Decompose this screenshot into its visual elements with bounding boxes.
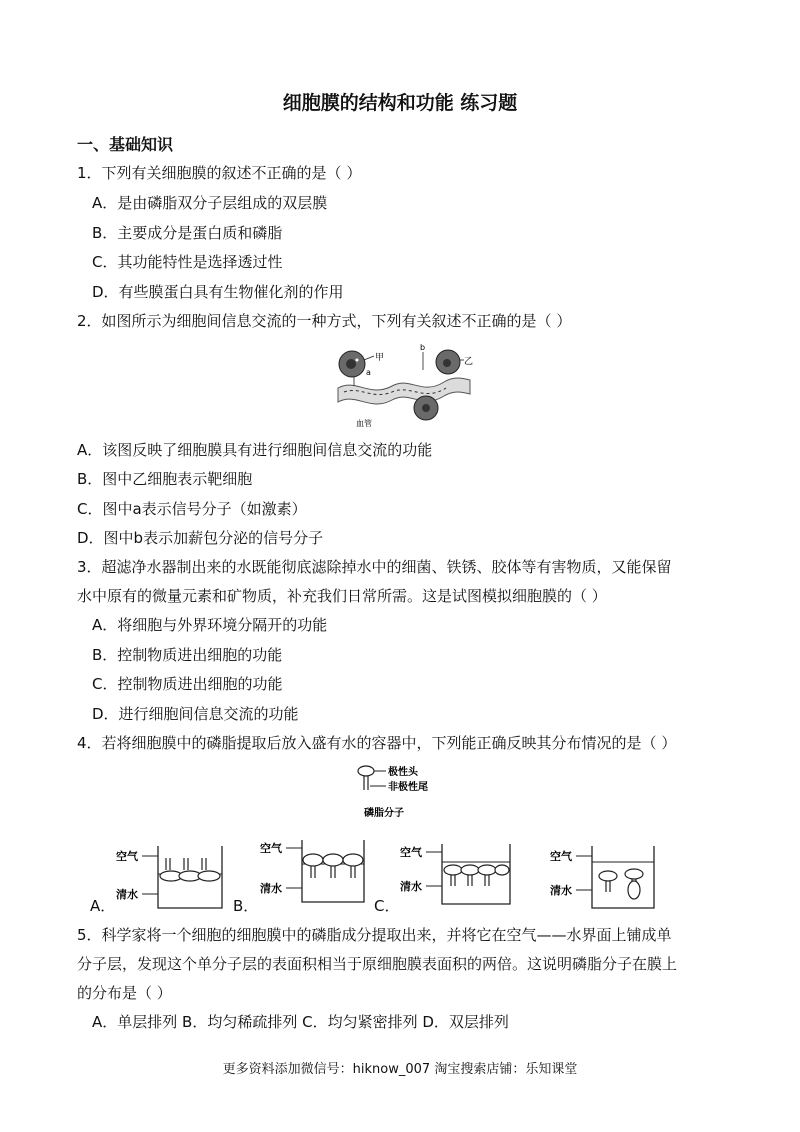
footer-note: 更多资料添加微信号：hiknow_007 淘宝搜索店铺：乐知课堂: [222, 1062, 578, 1077]
question-5-options: A．单层排列 B．均匀稀疏排列 C．均匀紧密排列 D．双层排列: [92, 1013, 509, 1031]
section-heading: 一、基础知识: [77, 135, 174, 154]
water-label: 清水: [400, 880, 422, 893]
legend-polar-head: 极性头: [388, 767, 418, 778]
question-1-option-d: D．有些膜蛋白具有生物催化剂的作用: [92, 283, 344, 301]
question-3-option-b: B．控制物质进出细胞的功能: [92, 646, 283, 664]
question-4-choice-c-label: C．: [374, 897, 400, 915]
label-a: a: [366, 368, 371, 377]
air-label: 空气: [116, 850, 138, 863]
question-5-stem-line-3: 的分布是（ ）: [77, 984, 172, 1002]
question-1-option-c: C．其功能特性是选择透过性: [92, 253, 283, 271]
question-2-option-a: A．该图反映了细胞膜具有进行细胞间信息交流的功能: [77, 441, 433, 459]
question-3-option-a: A．将细胞与外界环境分隔开的功能: [92, 616, 328, 634]
water-label: 清水: [260, 882, 282, 895]
label-b: b: [420, 343, 426, 352]
phospholipid-legend: [352, 762, 452, 824]
question-1-option-b: B．主要成分是蛋白质和磷脂: [92, 224, 283, 242]
question-1-option-a: A．是由磷脂双分子层组成的双层膜: [92, 194, 328, 212]
question-4-choice-b-label: B．: [233, 897, 259, 915]
air-label: 空气: [550, 850, 572, 863]
question-2-option-c: C．图中a表示信号分子（如激素）: [77, 500, 307, 518]
question-2-option-b: B．图中乙细胞表示靶细胞: [77, 470, 253, 488]
question-2-option-d: D．图中b表示加薪包分泌的信号分子: [77, 529, 324, 547]
beaker-d: [548, 840, 658, 912]
water-label: 清水: [550, 884, 572, 897]
question-1-stem: 1．下列有关细胞膜的叙述不正确的是（ ）: [77, 164, 362, 182]
air-label: 空气: [400, 846, 422, 859]
beaker-c: [398, 838, 514, 910]
question-2-stem: 2．如图所示为细胞间信息交流的一种方式，下列有关叙述不正确的是（ ）: [77, 312, 572, 330]
legend-nonpolar-tail: 非极性尾: [388, 782, 428, 793]
cell-signaling-figure: [334, 340, 474, 430]
beaker-b: [258, 836, 370, 908]
label-jia: 甲: [375, 353, 385, 363]
water-label: 清水: [116, 888, 138, 901]
question-3-stem-line-2: 水中原有的微量元素和矿物质，补充我们日常所需。这是试图模拟细胞膜的（ ）: [77, 587, 607, 605]
question-5-stem-line-2: 分子层，发现这个单分子层的表面积相当于原细胞膜表面积的两倍。这说明磷脂分子在膜上: [77, 955, 678, 973]
question-3-option-d: D．进行细胞间信息交流的功能: [92, 705, 299, 723]
page-title: 细胞膜的结构和功能 练习题: [282, 92, 518, 114]
question-4-choice-a-label: A．: [90, 897, 116, 915]
question-3-stem-line-1: 3．超滤净水器制出来的水既能彻底滤除掉水中的细菌、铁锈、胶体等有害物质，又能保留: [77, 558, 672, 576]
question-4-stem: 4．若将细胞膜中的磷脂提取后放入盛有水的容器中，下列能正确反映其分布情况的是（ ）: [77, 734, 677, 752]
question-3-option-c: C．控制物质进出细胞的功能: [92, 675, 283, 693]
question-5-stem-line-1: 5．科学家将一个细胞的细胞膜中的磷脂成分提取出来，并将它在空气——水界面上铺成单: [77, 926, 672, 944]
label-yi: 乙: [464, 357, 474, 367]
air-label: 空气: [260, 842, 282, 855]
label-vessel: 血管: [356, 419, 372, 428]
legend-caption: 磷脂分子: [364, 808, 404, 819]
beaker-a: [114, 840, 226, 912]
